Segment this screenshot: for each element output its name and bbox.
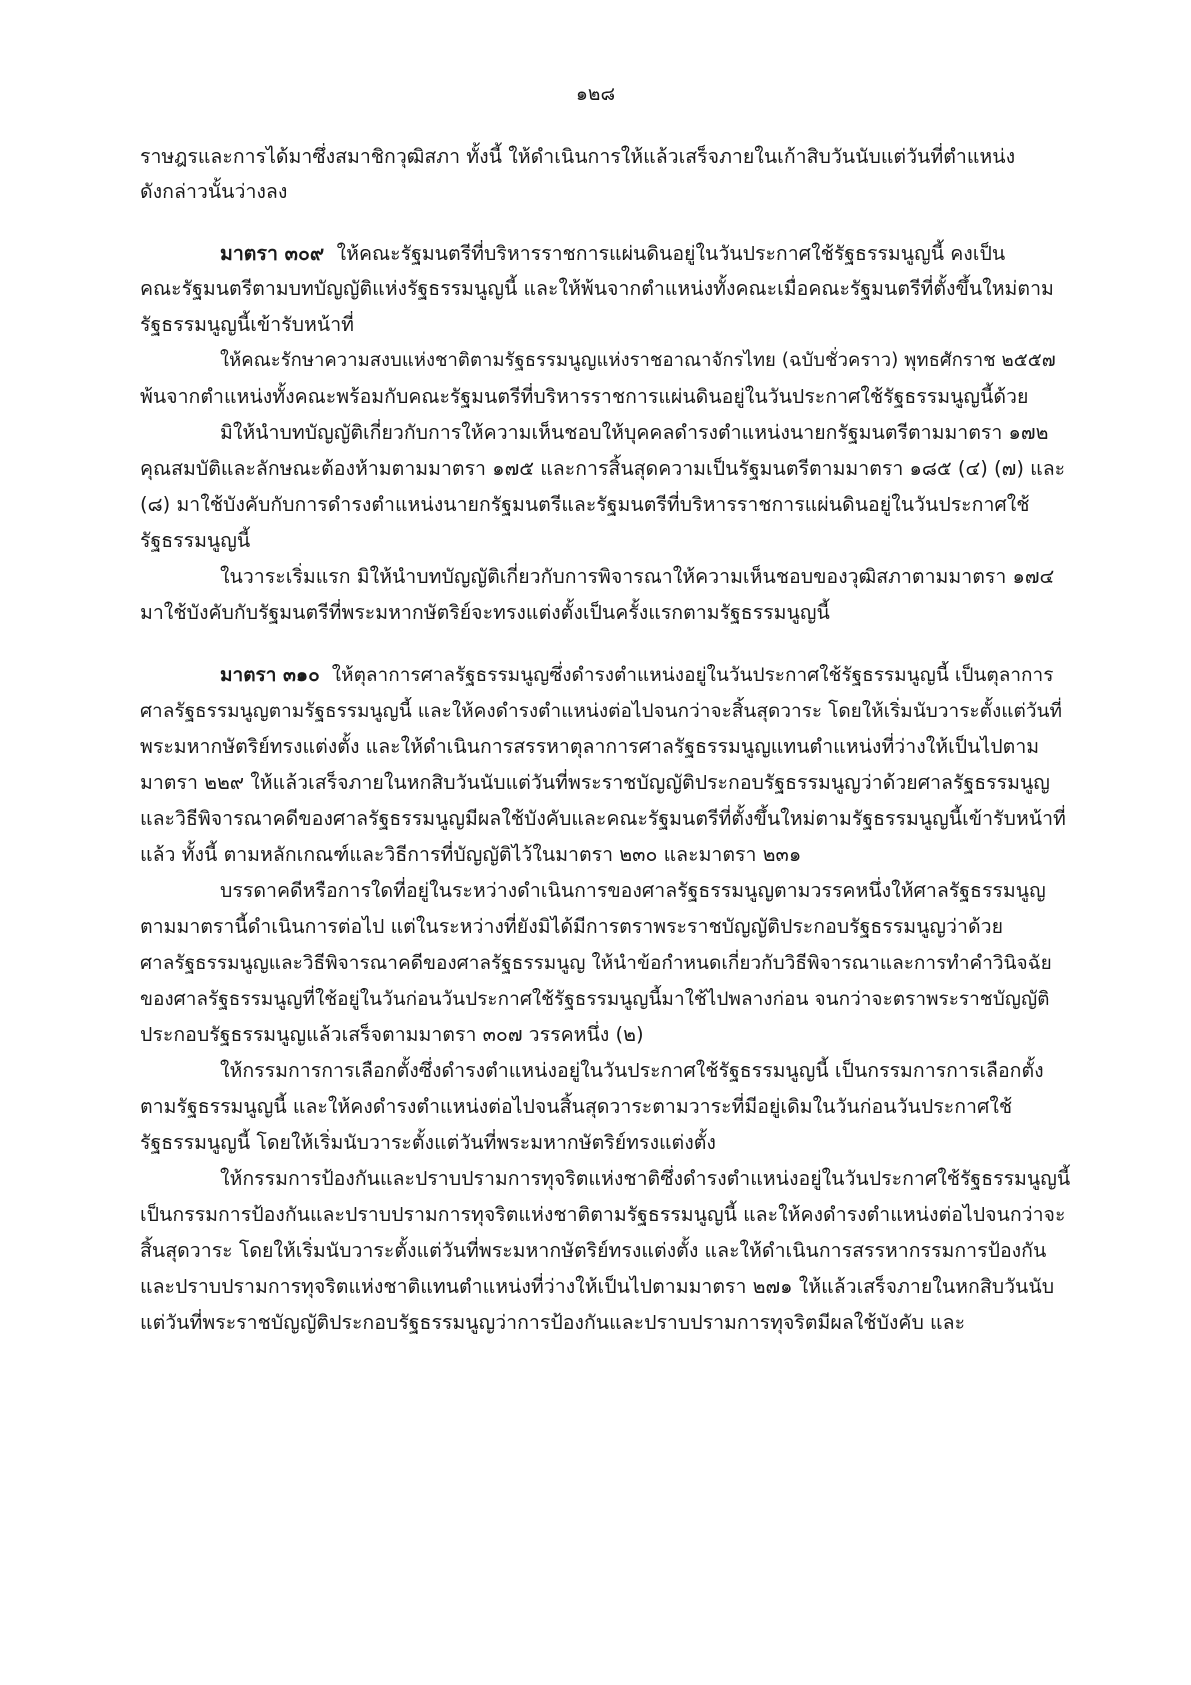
text-line: ตามรัฐธรรมนูญนี้ และให้คงดำรงตำแหน่งต่อไปจนสิ้นสุดวาระตามวาระที่มีอยู่เดิมในวันก่อนวันประกาศใช้ — [140, 1095, 1013, 1118]
text-line: คณะรัฐมนตรีตามบทบัญญัติแห่งรัฐธรรมนูญนี้ และให้พ้นจากตำแหน่งทั้งคณะเมื่อคณะรัฐมนตรีที่ตั้งขึ้นใหม่ตาม — [140, 277, 1054, 300]
page-number: ๑๒๘ — [575, 83, 616, 105]
text-line: ให้คณะรักษาความสงบแห่งชาติตามรัฐธรรมนูญแห่งราชอาณาจักรไทย (ฉบับชั่วคราว) พุทธศักราช ๒๕๕๗ — [220, 350, 1056, 371]
text-line: ในวาระเริ่มแรก มิให้นำบทบัญญัติเกี่ยวกับการพิจารณาให้ความเห็นชอบของวุฒิสภาตามมาตรา ๑๗๔ — [220, 565, 1055, 588]
text-line: พระมหากษัตริย์ทรงแต่งตั้ง และให้ดำเนินการสรรหาตุลาการศาลรัฐธรรมนูญแทนตำแหน่งที่ว่างให้เป็นไปตาม — [140, 735, 1040, 758]
text-line: แต่วันที่พระราชบัญญัติประกอบรัฐธรรมนูญว่าการป้องกันและปราบปรามการทุจริตมีผลใช้บังคับ และ — [140, 1311, 966, 1334]
text-line: (๘) มาใช้บังคับกับการดำรงตำแหน่งนายกรัฐมนตรีและรัฐมนตรีที่บริหารราชการแผ่นดินอยู่ในวันประกาศใช้ — [140, 493, 1030, 516]
text-line: และวิธีพิจารณาคดีของศาลรัฐธรรมนูญมีผลใช้บังคับและคณะรัฐมนตรีที่ตั้งขึ้นใหม่ตามรัฐธรรมนูญนี้เข้ารับหน้าที่ — [140, 807, 1066, 830]
text-line: คุณสมบัติและลักษณะต้องห้ามตามมาตรา ๑๗๕ และการสิ้นสุดความเป็นรัฐมนตรีตามมาตรา ๑๘๕ (๔) (๗) และ — [140, 457, 1066, 480]
section-309-first-line — [220, 239, 1005, 269]
text-line: เป็นกรรมการป้องกันและปราบปรามการทุจริตแห่งชาติตามรัฐธรรมนูญนี้ และให้คงดำรงตำแหน่งต่อไปจนกว่าจะ — [140, 1203, 1066, 1226]
text-line: ให้ตุลาการศาลรัฐธรรมนูญซึ่งดำรงตำแหน่งอยู่ในวันประกาศใช้รัฐธรรมนูญนี้ เป็นตุลาการ — [331, 664, 1054, 686]
text-line: รัฐธรรมนูญนี้ — [140, 529, 251, 552]
text-line: มาตรา ๒๒๙ ให้แล้วเสร็จภายในหกสิบวันนับแต่วันที่พระราชบัญญัติประกอบรัฐธรรมนูญว่าด้วยศาลรัฐธรรมนูญ — [140, 771, 1050, 794]
text-line: และปราบปรามการทุจริตแห่งชาติแทนตำแหน่งที่ว่างให้เป็นไปตามมาตรา ๒๗๑ ให้แล้วเสร็จภายในหกสิบวันนับ — [140, 1275, 1055, 1298]
section-heading: มาตรา ๓๑๐ — [220, 664, 320, 686]
section-heading: มาตรา ๓๐๙ — [220, 242, 325, 265]
text-line: ให้กรรมการป้องกันและปราบปรามการทุจริตแห่งชาติซึ่งดำรงตำแหน่งอยู่ในวันประกาศใช้รัฐธรรมนูญนี้ — [220, 1167, 1071, 1190]
text-line: ตามมาตรานี้ดำเนินการต่อไป แต่ในระหว่างที่ยังมิได้มีการตราพระราชบัญญัติประกอบรัฐธรรมนูญว่าด้วย — [140, 915, 1003, 938]
text-line: ศาลรัฐธรรมนูญและวิธีพิจารณาคดีของศาลรัฐธรรมนูญ ให้นำข้อกำหนดเกี่ยวกับวิธีพิจารณาและการทำคำวินิจฉัย — [140, 952, 1052, 974]
text-line: ประกอบรัฐธรรมนูญแล้วเสร็จตามมาตรา ๓๐๗ วรรคหนึ่ง (๒) — [140, 1023, 644, 1046]
text-line: ราษฎรและการได้มาซึ่งสมาชิกวุฒิสภา ทั้งนี้ ให้ดำเนินการให้แล้วเสร็จภายในเก้าสิบวันนับแต่วันที่ตำแหน่ง — [140, 145, 1016, 168]
text-line: รัฐธรรมนูญนี้ โดยให้เริ่มนับวาระตั้งแต่วันที่พระมหากษัตริย์ทรงแต่งตั้ง — [140, 1131, 716, 1154]
section-310-first-line — [220, 660, 1053, 690]
text-line: พ้นจากตำแหน่งทั้งคณะพร้อมกับคณะรัฐมนตรีที่บริหารราชการแผ่นดินอยู่ในวันประกาศใช้รัฐธรรมนูญนี้ด้วย — [140, 385, 1029, 408]
text-line: ให้กรรมการการเลือกตั้งซึ่งดำรงตำแหน่งอยู่ในวันประกาศใช้รัฐธรรมนูญนี้ เป็นกรรมการการเลือกตั้ง — [220, 1059, 1044, 1082]
text-line: ให้คณะรัฐมนตรีที่บริหารราชการแผ่นดินอยู่ในวันประกาศใช้รัฐธรรมนูญนี้ คงเป็น — [336, 242, 1006, 265]
text-line: รัฐธรรมนูญนี้เข้ารับหน้าที่ — [140, 313, 354, 336]
text-line: มิให้นำบทบัญญัติเกี่ยวกับการให้ความเห็นชอบให้บุคคลดำรงตำแหน่งนายกรัฐมนตรีตามมาตรา ๑๗๒ — [220, 421, 1049, 444]
text-line: ของศาลรัฐธรรมนูญที่ใช้อยู่ในวันก่อนวันประกาศใช้รัฐธรรมนูญนี้มาใช้ไปพลางก่อน จนกว่าจะตราพระราชบัญญัติ — [140, 988, 1050, 1010]
text-line: มาใช้บังคับกับรัฐมนตรีที่พระมหากษัตริย์จะทรงแต่งตั้งเป็นครั้งแรกตามรัฐธรรมนูญนี้ — [140, 601, 830, 624]
text-line: สิ้นสุดวาระ โดยให้เริ่มนับวาระตั้งแต่วันที่พระมหากษัตริย์ทรงแต่งตั้ง และให้ดำเนินการสรรหากรรมการป้องกัน — [140, 1239, 1047, 1262]
text-line: ศาลรัฐธรรมนูญตามรัฐธรรมนูญนี้ และให้คงดำรงตำแหน่งต่อไปจนกว่าจะสิ้นสุดวาระ โดยให้เริ่มนับวาระตั้งแต่วันที่ — [140, 700, 1063, 722]
text-line: บรรดาคดีหรือการใดที่อยู่ในระหว่างดำเนินการของศาลรัฐธรรมนูญตามวรรคหนึ่งให้ศาลรัฐธรรมนูญ — [220, 879, 1046, 902]
text-line: แล้ว ทั้งนี้ ตามหลักเกณฑ์และวิธีการที่บัญญัติไว้ในมาตรา ๒๓๐ และมาตรา ๒๓๑ — [140, 843, 802, 866]
text-line: ดังกล่าวนั้นว่างลง — [140, 180, 288, 203]
